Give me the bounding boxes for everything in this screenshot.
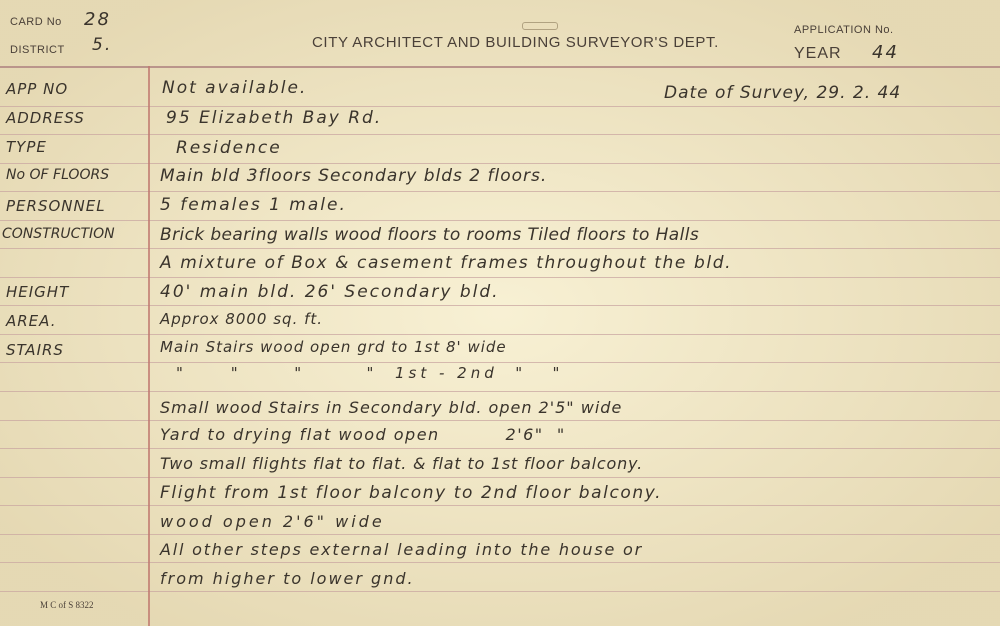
- paper-clip-mark: [522, 22, 558, 30]
- header-rule: [0, 66, 1000, 68]
- entry-address: 95 Elizabeth Bay Rd.: [166, 108, 383, 128]
- entry-stairs-2: " " " " 1st - 2nd " ": [176, 364, 564, 382]
- entry-stairs-7: wood open 2'6" wide: [160, 512, 385, 531]
- rule-line: [0, 505, 1000, 506]
- rule-line: [0, 448, 1000, 449]
- entry-floors: Main bld 3floors Secondary blds 2 floors.: [160, 166, 548, 186]
- entry-stairs-3: Small wood Stairs in Secondary bld. open 2'5" wide: [160, 398, 623, 417]
- application-label: APPLICATION No.: [794, 24, 894, 36]
- label-floors: No OF FLOORS: [6, 167, 110, 183]
- entry-app-no: Not available.: [162, 78, 308, 98]
- rule-line: [0, 420, 1000, 421]
- label-address: ADDRESS: [6, 109, 85, 127]
- rule-line: [0, 220, 1000, 221]
- entry-stairs-8: All other steps external leading into the house or: [160, 540, 644, 559]
- rule-line: [0, 305, 1000, 306]
- entry-construction-2: A mixture of Box & casement frames throughout the bld.: [160, 253, 733, 273]
- rule-line: [0, 362, 1000, 363]
- rule-line: [0, 106, 1000, 107]
- rule-line: [0, 334, 1000, 335]
- year-value: 44: [872, 42, 899, 63]
- rule-line: [0, 534, 1000, 535]
- card-no-value: 28: [84, 9, 111, 30]
- department-title: CITY ARCHITECT AND BUILDING SURVEYOR'S DEPT.: [312, 34, 719, 51]
- label-height: HEIGHT: [6, 283, 70, 301]
- entry-stairs-4: Yard to drying flat wood open 2'6" ": [160, 425, 566, 444]
- entry-survey-date: Date of Survey, 29. 2. 44: [664, 83, 902, 103]
- entry-personnel: 5 females 1 male.: [160, 195, 347, 215]
- entry-height: 40' main bld. 26' Secondary bld.: [160, 282, 500, 302]
- entry-stairs-5: Two small flights flat to flat. & flat to 1st floor balcony.: [160, 454, 643, 473]
- rule-line: [0, 248, 1000, 249]
- catalog-number: M C of S 8322: [40, 600, 94, 610]
- rule-line: [0, 562, 1000, 563]
- label-area: AREA.: [6, 312, 57, 330]
- rule-line: [0, 477, 1000, 478]
- card-no-label: CARD No: [10, 16, 62, 28]
- margin-rule: [148, 66, 150, 626]
- rule-line: [0, 391, 1000, 392]
- district-label: DISTRICT: [10, 44, 65, 56]
- label-stairs: STAIRS: [6, 341, 64, 359]
- label-type: TYPE: [6, 138, 47, 156]
- year-label: YEAR: [794, 45, 842, 62]
- entry-type: Residence: [176, 138, 282, 158]
- entry-area: Approx 8000 sq. ft.: [160, 310, 324, 328]
- entry-construction-1: Brick bearing walls wood floors to rooms Tiled floors to Halls: [160, 225, 700, 245]
- rule-line: [0, 277, 1000, 278]
- rule-line: [0, 134, 1000, 135]
- rule-line: [0, 191, 1000, 192]
- district-value: 5.: [92, 35, 113, 55]
- entry-stairs-1: Main Stairs wood open grd to 1st 8' wide: [160, 338, 507, 356]
- label-app-no: APP NO: [6, 80, 69, 98]
- entry-stairs-6: Flight from 1st floor balcony to 2nd floor balcony.: [160, 483, 663, 503]
- entry-stairs-9: from higher to lower gnd.: [160, 569, 415, 588]
- rule-line: [0, 163, 1000, 164]
- label-construction: CONSTRUCTION: [2, 226, 115, 242]
- label-personnel: PERSONNEL: [6, 197, 106, 215]
- rule-line: [0, 591, 1000, 592]
